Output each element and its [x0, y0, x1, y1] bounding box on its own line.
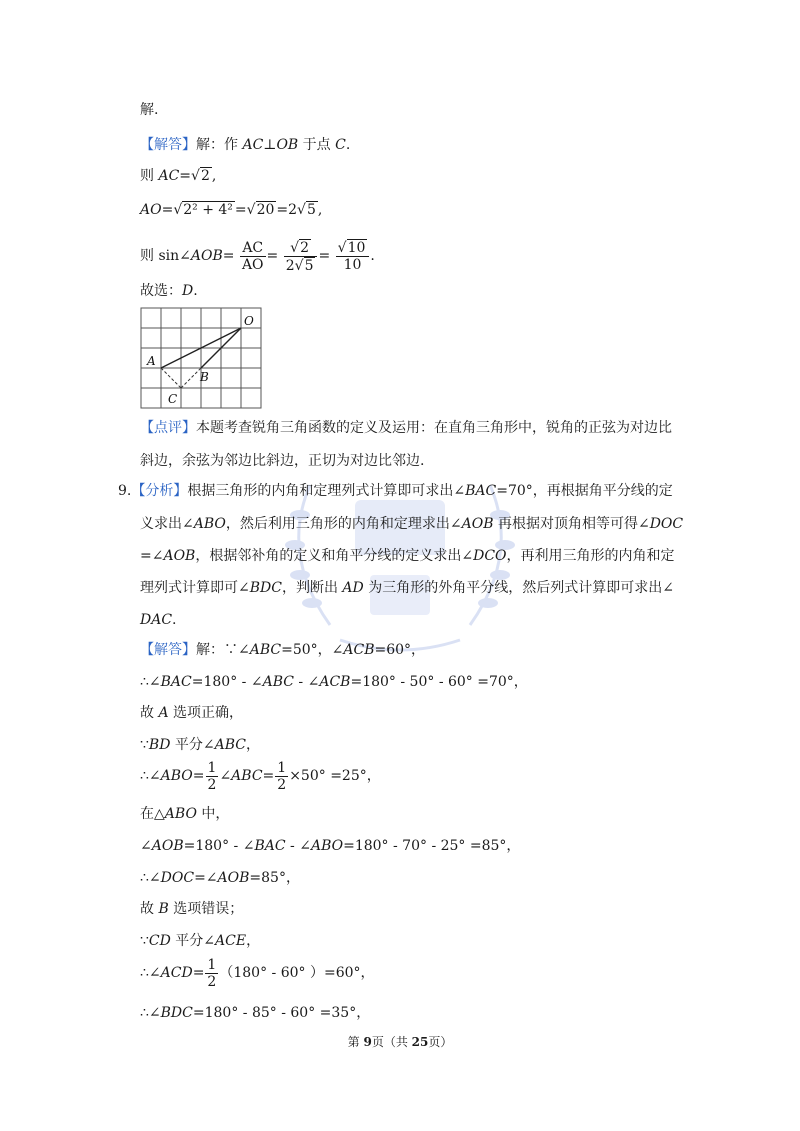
segment-AC	[161, 368, 181, 388]
formula-line: ∵BD 平分∠ABC，	[140, 737, 260, 753]
fraction: $\frac{1}{2}$	[277, 759, 287, 793]
fraction: $\frac{1}{2}$	[207, 956, 217, 990]
text-line: DAC.	[140, 612, 177, 628]
label-B: B	[200, 370, 209, 384]
question-9-line-1: 9.【分析】根据三角形的内角和定理列式计算即可求出∠BAC=70°，再根据角平分线的定	[118, 483, 673, 499]
answer-line: 【解答】解：作 AC⊥OB 于点 C.	[140, 137, 351, 153]
text-line: =∠AOB，根据邻补角的定义和角平分线的定义求出∠DCO，再利用三角形的内角和定	[140, 548, 675, 564]
answer-line: 【解答】解：∵∠ABC=50°，∠ACB=60°，	[140, 642, 426, 658]
question-number: 9.	[118, 483, 132, 499]
fraction: $\frac{AC}{AO}$	[241, 239, 264, 273]
formula-line: 则 AC=√2 ,	[140, 168, 217, 184]
comment-line: 【点评】本题考查锐角三角函数的定义及运用：在直角三角形中，锐角的正弦为对边比	[140, 420, 672, 436]
formula-line: ∴∠BAC=180° - ∠ABC - ∠ACB=180° - 50° - 60° =70°，	[140, 674, 528, 690]
formula-line: AO=√2² + 4² =√20 =2√5 ,	[140, 202, 323, 218]
label-O: O	[244, 314, 254, 328]
formula-line: ∵CD 平分∠ACE，	[140, 933, 261, 949]
fraction: $\frac{√10}{10}$	[336, 239, 370, 273]
label-A: A	[147, 354, 156, 368]
text-line: 在△ABO 中，	[140, 806, 230, 822]
formula-line: ∴∠DOC=∠AOB=85°，	[140, 870, 300, 886]
segment-CB	[181, 368, 201, 388]
page-footer: 第 9页（共 25页）	[347, 1035, 453, 1049]
text-line: 理列式计算即可∠BDC，判断出 AD 为三角形的外角平分线，然后列式计算即可求出∠	[140, 580, 674, 596]
page-total: 25	[411, 1035, 429, 1049]
geometry-figure	[140, 307, 262, 409]
text-line: 故 B 选项错误；	[140, 901, 244, 917]
answer-tag: 【解答】	[140, 137, 196, 153]
label-C: C	[168, 392, 178, 406]
comment-tag: 【点评】	[140, 420, 196, 436]
text-line: 故选：D.	[140, 283, 198, 299]
text-line: 解.	[140, 102, 159, 118]
text-line: 故 A 选项正确，	[140, 705, 244, 721]
text-line: 斜边，余弦为邻边比斜边，正切为对边比邻边.	[140, 453, 425, 469]
formula-line: ∴∠ACD= $\frac{1}{2}$ （180° - 60° ）=60°，	[140, 956, 375, 990]
fraction: $\frac{√2}{2√5}$	[284, 239, 318, 274]
formula-line: ∠AOB=180° - ∠BAC - ∠ABO=180° - 70° - 25° =85°，	[140, 838, 521, 854]
text-line: 义求出∠ABO，然后利用三角形的内角和定理求出∠AOB 再根据对顶角相等可得∠DOC	[140, 516, 684, 532]
fraction: $\frac{1}{2}$	[207, 759, 217, 793]
answer-tag: 【解答】	[140, 642, 196, 658]
formula-line: ∴∠ABO= $\frac{1}{2}$ ∠ABC= $\frac{1}{2}$ ×50° =25°，	[140, 759, 381, 793]
page-number: 9	[363, 1035, 372, 1049]
formula-line: 则 sin∠AOB= $\frac{AC}{AO}$ = $\frac{√2}{2√5}$ = $\frac{√10}{10}$ .	[140, 239, 375, 274]
formula-line: ∴∠BDC=180° - 85° - 60° =35°，	[140, 1005, 371, 1021]
analysis-tag: 【分析】	[131, 483, 188, 499]
